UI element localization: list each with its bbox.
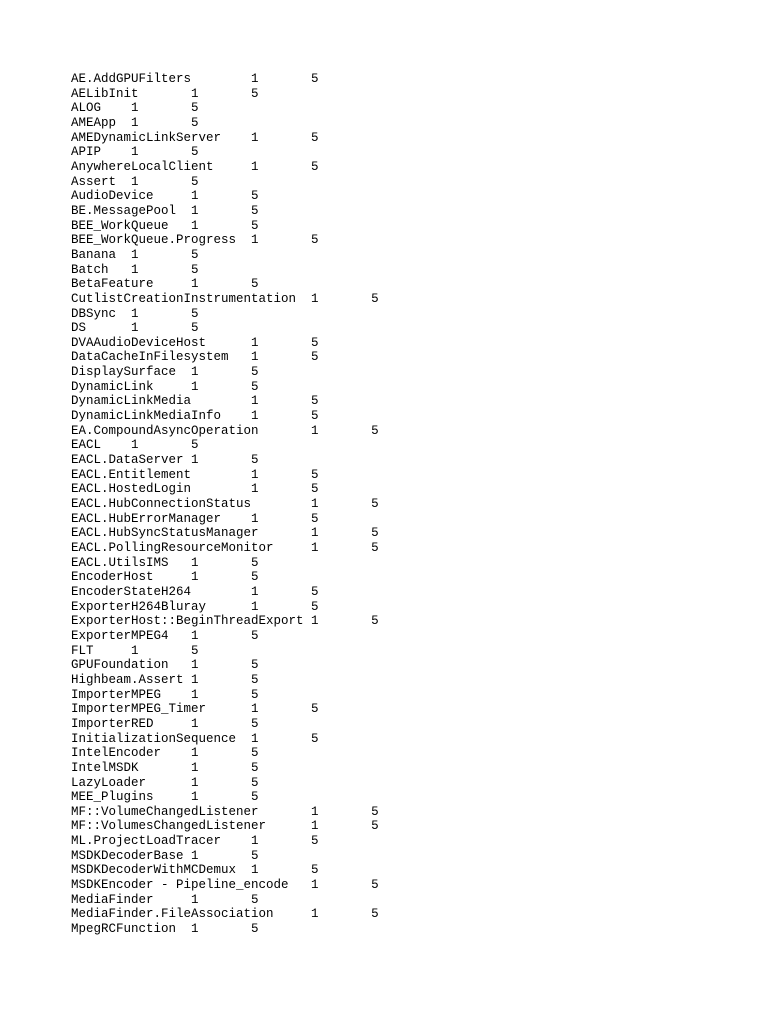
text-line: MediaFinder 1 5	[71, 892, 259, 907]
text-line: AE.AddGPUFilters 1 5	[71, 72, 319, 86]
text-line: DisplaySurface 1 5	[71, 365, 259, 380]
text-line: DynamicLink 1 5	[71, 379, 259, 394]
text-line: AMEApp 1 5	[71, 115, 199, 130]
text-line: MSDKDecoderWithMCDemux 1 5	[71, 863, 319, 878]
text-line: DS 1 5	[71, 321, 199, 336]
text-line: MSDKDecoderBase 1 5	[71, 848, 259, 863]
text-line: MediaFinder.FileAssociation 1 5	[71, 907, 379, 922]
text-line: InitializationSequence 1 5	[71, 731, 319, 746]
text-line: Banana 1 5	[71, 247, 199, 262]
text-line: EACL.DataServer 1 5	[71, 453, 259, 468]
text-line: EACL.UtilsIMS 1 5	[71, 555, 259, 570]
text-line: MpegRCFunction 1 5	[71, 922, 259, 937]
text-line: BE.MessagePool 1 5	[71, 203, 259, 218]
text-line: Highbeam.Assert 1 5	[71, 672, 259, 687]
text-line: MSDKEncoder - Pipeline_encode 1 5	[71, 878, 379, 893]
text-line: DBSync 1 5	[71, 306, 199, 321]
text-line: MF::VolumesChangedListener 1 5	[71, 819, 379, 834]
text-line: IntelMSDK 1 5	[71, 760, 259, 775]
text-line: EncoderHost 1 5	[71, 570, 259, 585]
text-line: ML.ProjectLoadTracer 1 5	[71, 834, 319, 849]
text-line: APIP 1 5	[71, 145, 199, 160]
text-line: EACL.HostedLogin 1 5	[71, 482, 319, 497]
text-line: BEE_WorkQueue 1 5	[71, 218, 259, 233]
text-line: Assert 1 5	[71, 174, 199, 189]
text-line: ImporterMPEG_Timer 1 5	[71, 702, 319, 717]
text-line: BEE_WorkQueue.Progress 1 5	[71, 233, 319, 248]
text-line: EACL.HubConnectionStatus 1 5	[71, 497, 379, 512]
text-line: DynamicLinkMediaInfo 1 5	[71, 409, 319, 424]
text-line: EACL.HubSyncStatusManager 1 5	[71, 526, 379, 541]
log-config-text	[71, 72, 379, 937]
text-line: ImporterMPEG 1 5	[71, 687, 259, 702]
text-line: DataCacheInFilesystem 1 5	[71, 350, 319, 365]
text-line: MF::VolumeChangedListener 1 5	[71, 804, 379, 819]
text-line: MEE_Plugins 1 5	[71, 790, 259, 805]
text-line: ALOG 1 5	[71, 101, 199, 116]
text-line: DVAAudioDeviceHost 1 5	[71, 335, 319, 350]
text-line: IntelEncoder 1 5	[71, 746, 259, 761]
text-line: GPUFoundation 1 5	[71, 658, 259, 673]
text-line: EACL.HubErrorManager 1 5	[71, 511, 319, 526]
text-line: FLT 1 5	[71, 643, 199, 658]
text-line: EncoderStateH264 1 5	[71, 584, 319, 599]
text-line: EA.CompoundAsyncOperation 1 5	[71, 423, 379, 438]
text-line: ImporterRED 1 5	[71, 716, 259, 731]
text-line: EACL.Entitlement 1 5	[71, 467, 319, 482]
text-line: ExporterMPEG4 1 5	[71, 628, 259, 643]
text-line: AudioDevice 1 5	[71, 189, 259, 204]
text-line: AELibInit 1 5	[71, 86, 259, 101]
text-line: AnywhereLocalClient 1 5	[71, 159, 319, 174]
text-line: DynamicLinkMedia 1 5	[71, 394, 319, 409]
text-line: AMEDynamicLinkServer 1 5	[71, 130, 319, 145]
text-line: LazyLoader 1 5	[71, 775, 259, 790]
text-line: BetaFeature 1 5	[71, 277, 259, 292]
text-line: Batch 1 5	[71, 262, 199, 277]
text-line: EACL.PollingResourceMonitor 1 5	[71, 541, 379, 555]
text-line: CutlistCreationInstrumentation 1 5	[71, 291, 379, 306]
text-line: ExporterHost::BeginThreadExport 1 5	[71, 614, 379, 629]
text-line: EACL 1 5	[71, 438, 199, 453]
text-line: ExporterH264Bluray 1 5	[71, 599, 319, 614]
